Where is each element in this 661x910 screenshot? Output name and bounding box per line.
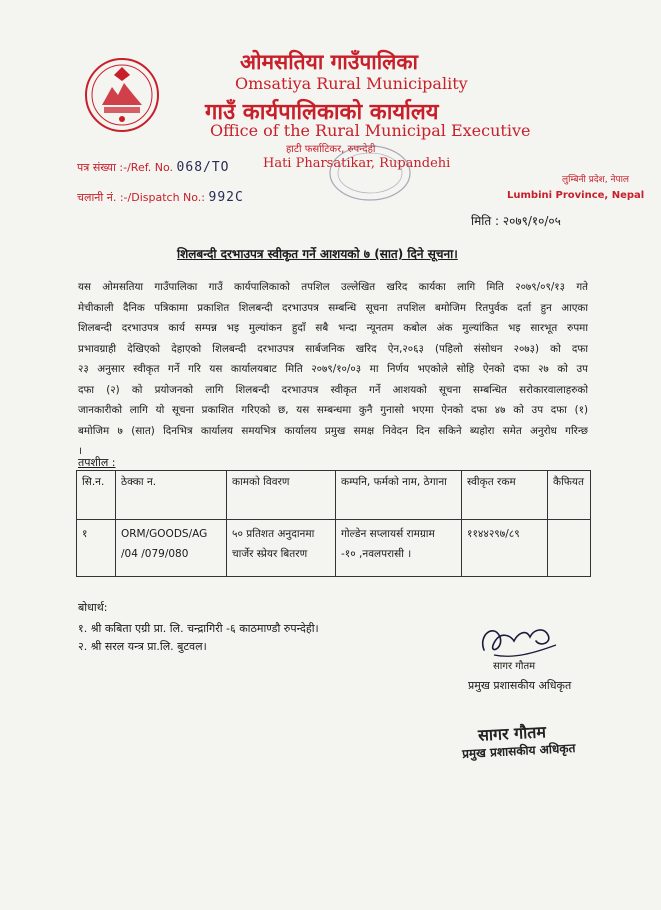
province-en: Lumbini Province, Nepal: [507, 190, 645, 201]
province-np: लुम्बिनी प्रदेश, नेपाल: [562, 175, 629, 185]
contract-line: /04 /079/080: [121, 548, 189, 560]
signatory-name: सागर गौतम: [493, 661, 536, 672]
paragraph-line: २३ अनुसार स्वीकृत गर्ने गरि यस कार्यालयबाट मिति २०७९/१०/०३ मा निर्णय भएकोले सोहि ऐनको दफा २७ को उप: [78, 363, 588, 375]
executive-office-en: Office of the Rural Municipal Executive: [210, 121, 531, 140]
paragraph-line: ।: [78, 445, 82, 457]
ref-number: [77, 160, 230, 175]
company-line: -१० ,नवलपरासी ।: [341, 548, 412, 560]
contract-line: ORM/GOODS/AG: [121, 528, 208, 540]
signatory-title: प्रमुख प्रशासकीय अधिकृत: [468, 679, 572, 692]
cell-amount: ११४४२९७/८९: [462, 520, 548, 577]
office-name-np: ओमसतिया गाउँपालिका: [240, 50, 418, 74]
paragraph-line: यस ओमसतिया गाउँपालिका गाउँ कार्यपालिकाको तपशिल उल्लेखित खरिद कार्यका लागि मिति २०७९/०९/१३ गते: [78, 281, 588, 293]
dispatch-number: [77, 190, 244, 205]
col-header: ठेक्का न.: [116, 471, 227, 520]
cell-company: [336, 520, 462, 577]
seal-name: सागर गौतम: [477, 722, 547, 745]
table-label: तपशील :: [78, 456, 116, 469]
description-line: ५० प्रतिशत अनुदानमा: [232, 528, 315, 540]
col-header: कम्पनि, फर्मको नाम, ठेगाना: [336, 471, 462, 520]
ref-value: 068/TO: [176, 160, 230, 175]
paragraph-line: मेचीकाली दैनिक पत्रिकामा प्रकाशित शिलबन्दी दरभाउपत्र सम्बन्धि सूचना तपशिल बमोजिम रितपुर्वक दर्ता हुन आएका: [78, 301, 588, 314]
ref-label: पत्र संख्या :-/Ref. No.: [77, 161, 174, 174]
cell-sn: १: [77, 520, 116, 577]
paragraph-line: दफा (२) को प्रयोजनको लागि शिलबन्दी दरभाउपत्र स्वीकृत गर्ने आशयको सूचना सम्बन्धित सरोकारवालाहरुको: [78, 383, 588, 396]
paragraph-line: प्रभावग्राही देखिएको देहाएको शिलबन्दी दरभाउपत्र सार्बजनिक खरिद ऐन,२०६३ (पहिलो संसोधन २०७३) को दफा: [78, 342, 588, 355]
table-header-row: [77, 471, 591, 520]
emblem-logo: [84, 57, 160, 133]
executive-office-np: गाउँ कार्यपालिकाको कार्यालय: [205, 100, 439, 125]
cc-label: बोधार्थ:: [78, 601, 108, 614]
col-header: कामको विवरण: [227, 471, 336, 520]
office-stamp: [328, 143, 412, 203]
paragraph-line: शिलबन्दी दरभाउपत्र कार्य सम्पन्न भइ मुल्यांकन हुदाँ सबै भन्दा न्यूनतम कबोल अंक मुल्यांकित भइ सारभूत रुपमा: [78, 322, 588, 334]
company-line: गोल्डेन सप्लायर्स रामग्राम: [341, 528, 435, 540]
address-np: हाटी फर्साटिकर, रुपन्देही: [286, 144, 376, 155]
col-header: कैफियत: [548, 471, 591, 520]
table-row: [77, 520, 591, 577]
description-line: चार्जेर स्प्रेयर बितरण: [232, 548, 308, 560]
cc-item: २. श्री सरल यन्त्र प्रा.लि. बुटवल।: [78, 640, 207, 653]
cell-contract: [116, 520, 227, 577]
cell-remarks: [548, 520, 591, 577]
body-paragraph: [78, 277, 588, 461]
items-table: [76, 470, 591, 577]
dispatch-label: चलानी नं. :-/Dispatch No.:: [77, 191, 205, 204]
dispatch-value: 992C: [208, 190, 244, 205]
cell-description: [227, 520, 336, 577]
col-header: स्वीकृत रकम: [462, 471, 548, 520]
subject-line: शिलबन्दी दरभाउपत्र स्वीकृत गर्ने आशयको ७ (सात) दिने सूचना।: [177, 247, 458, 261]
office-name-en: Omsatiya Rural Municipality: [235, 74, 468, 93]
col-header: सि.न.: [77, 471, 116, 520]
cc-item: १. श्री कबिता एग्री प्रा. लि. चन्द्रागिरी -६ काठमाण्डौ रुपन्देही।: [78, 622, 319, 635]
paragraph-line: जानकारीको लागि यो सूचना प्रकाशित गरिएको छ, यस सम्बन्धमा कुनै गुनासो भएमा ऐनको दफा ४७ को उप दफा (१): [78, 404, 588, 416]
seal-title: प्रमुख प्रशासकीय अधिकृत: [461, 741, 576, 761]
address-en: Hati Pharsatikar, Rupandehi: [263, 156, 451, 171]
letter-date: मिति : २०७९/१०/०५: [471, 214, 561, 228]
paragraph-line: बमोजिम ७ (सात) दिनभित्र कार्यालय समयभित्र कार्यालय प्रमुख समक्ष निवेदन दिन सकिने ब्यहोरा समेत अनुरोध गरिन्छ: [78, 424, 588, 437]
